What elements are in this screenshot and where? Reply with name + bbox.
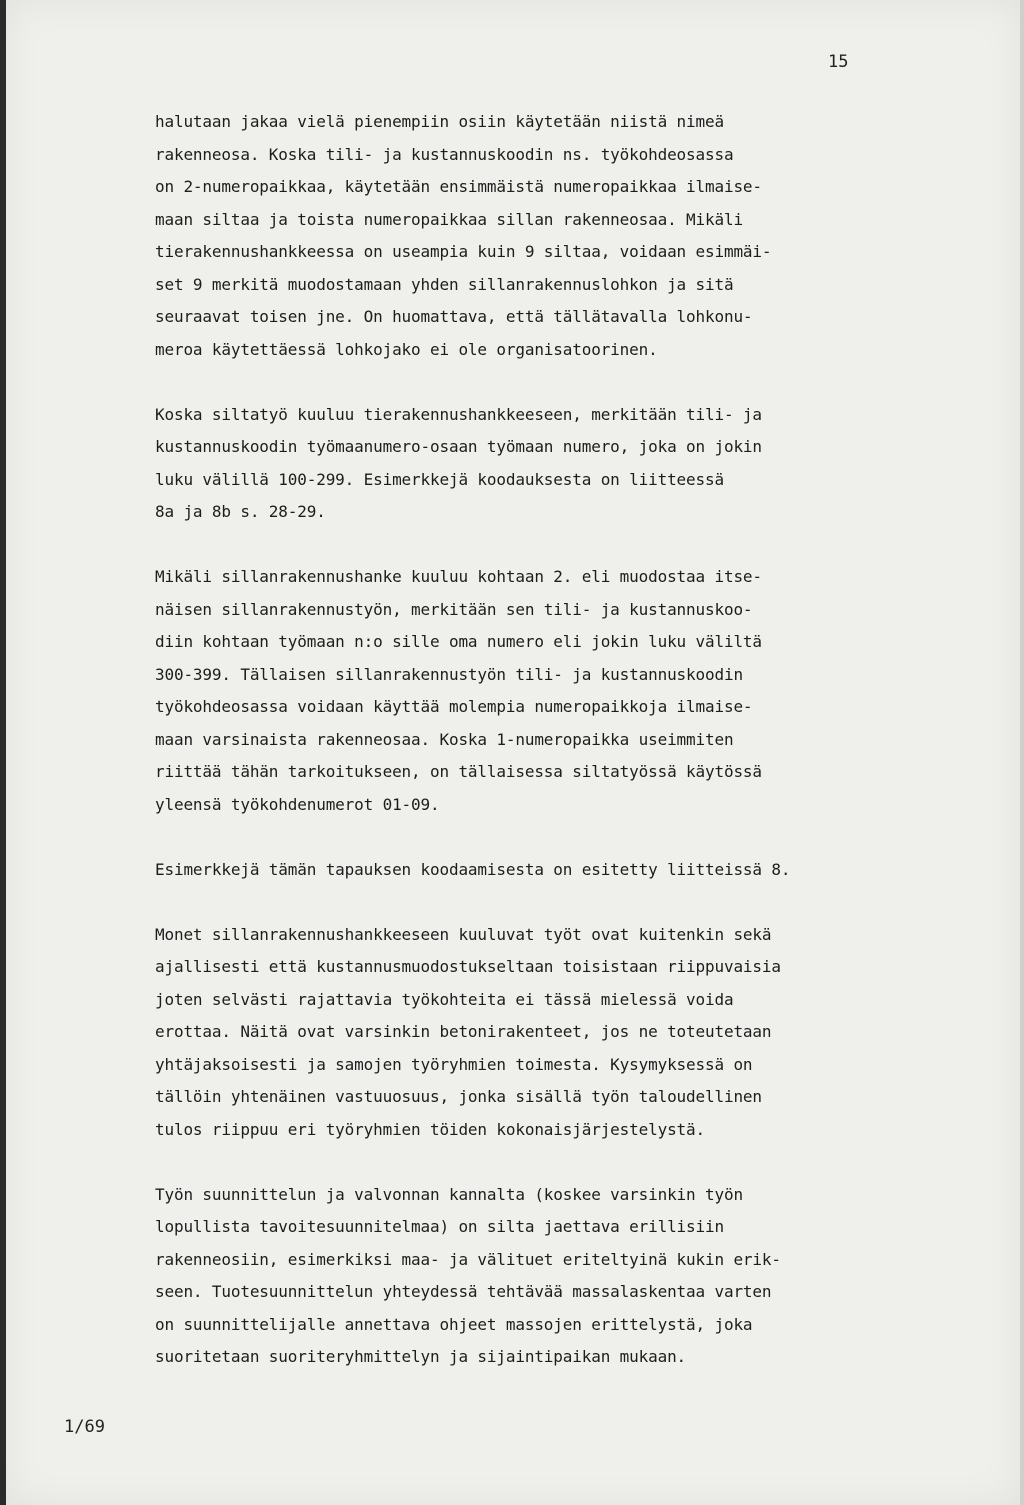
- paragraph-1: [155, 106, 935, 366]
- sheet-code: 1/69: [64, 1417, 105, 1437]
- text-line: tällöin yhtenäinen vastuuosuus, jonka sisällä työn taloudellinen: [155, 1087, 762, 1106]
- text-line: on suunnittelijalle annettava ohjeet massojen erittelystä, joka: [155, 1314, 753, 1334]
- text-line: tulos riippuu eri työryhmien töiden kokonaisjärjestelystä.: [155, 1119, 706, 1139]
- text-line: luku välillä 100-299. Esimerkkejä koodauksesta on liitteessä: [155, 469, 724, 489]
- paragraph-2: [155, 399, 935, 529]
- text-line: yleensä työkohdenumerot 01-09.: [155, 794, 440, 814]
- paragraph-4: [155, 854, 935, 887]
- paragraph-5: [155, 919, 935, 1147]
- text-line: työkohdeosassa voidaan käyttää molempia numeropaikkoja ilmaise-: [155, 697, 753, 716]
- text-line: erottaa. Näitä ovat varsinkin betonirakenteet, jos ne toteutetaan: [155, 1022, 772, 1041]
- text-line: ajallisesti että kustannusmuodostukseltaan toisistaan riippuvaisia: [155, 957, 781, 976]
- text-line: 300-399. Tällaisen sillanrakennustyön tili- ja kustannuskoodin: [155, 664, 743, 684]
- page-number: 15: [828, 52, 849, 72]
- text-line: tierakennushankkeessa on useampia kuin 9 siltaa, voidaan esimmäi-: [155, 242, 772, 261]
- text-line: Monet sillanrakennushankkeeseen kuuluvat työt ovat kuitenkin sekä: [155, 924, 772, 944]
- paragraph-gap: [155, 529, 935, 562]
- text-line: Työn suunnittelun ja valvonnan kannalta (koskee varsinkin työn: [155, 1184, 743, 1204]
- document-body: [155, 106, 935, 1374]
- paragraph-gap: [155, 366, 935, 399]
- text-line: kustannuskoodin työmaanumero-osaan työmaan numero, joka on jokin: [155, 437, 762, 456]
- text-line: lopullista tavoitesuunnitelmaa) on silta jaettava erillisiin: [155, 1217, 724, 1236]
- text-line: on 2-numeropaikkaa, käytetään ensimmäistä numeropaikkaa ilmaise-: [155, 177, 762, 196]
- text-line: Mikäli sillanrakennushanke kuuluu kohtaan 2. eli muodostaa itse-: [155, 567, 762, 586]
- paragraph-gap: [155, 886, 935, 919]
- text-line: 8a ja 8b s. 28-29.: [155, 502, 326, 521]
- paragraph-gap: [155, 1146, 935, 1179]
- document-page: [6, 0, 1020, 1505]
- text-line: diin kohtaan työmaan n:o sille oma numero eli jokin luku väliltä: [155, 632, 762, 651]
- text-line: suoritetaan suoriteryhmittelyn ja sijaintipaikan mukaan.: [155, 1347, 687, 1366]
- paragraph-3: [155, 561, 935, 821]
- text-line: joten selvästi rajattavia työkohteita ei tässä mielessä voida: [155, 989, 734, 1009]
- text-line: rakenneosiin, esimerkiksi maa- ja välituet eriteltyinä kukin erik-: [155, 1249, 781, 1269]
- paragraph-6: [155, 1179, 935, 1374]
- text-line: Esimerkkejä tämän tapauksen koodaamisesta on esitetty liitteissä 8.: [155, 859, 791, 879]
- text-line: maan siltaa ja toista numeropaikkaa sillan rakenneosaa. Mikäli: [155, 209, 743, 229]
- text-line: riittää tähän tarkoitukseen, on tällaisessa siltatyössä käytössä: [155, 762, 762, 781]
- text-line: halutaan jakaa vielä pienempiin osiin käytetään niistä nimeä: [155, 112, 724, 131]
- text-line: yhtäjaksoisesti ja samojen työryhmien toimesta. Kysymyksessä on: [155, 1054, 753, 1074]
- text-line: rakenneosa. Koska tili- ja kustannuskoodin ns. työkohdeosassa: [155, 144, 734, 164]
- text-line: seen. Tuotesuunnittelun yhteydessä tehtävää massalaskentaa varten: [155, 1282, 772, 1301]
- text-line: näisen sillanrakennustyön, merkitään sen tili- ja kustannuskoo-: [155, 599, 753, 619]
- text-line: set 9 merkitä muodostamaan yhden sillanrakennuslohkon ja sitä: [155, 274, 734, 294]
- text-line: maan varsinaista rakenneosaa. Koska 1-numeropaikka useimmiten: [155, 729, 734, 749]
- text-line: Koska siltatyö kuuluu tierakennushankkeeseen, merkitään tili- ja: [155, 404, 762, 424]
- paragraph-gap: [155, 821, 935, 854]
- text-line: meroa käytettäessä lohkojako ei ole organisatoorinen.: [155, 339, 658, 359]
- text-line: seuraavat toisen jne. On huomattava, että tällätavalla lohkonu-: [155, 307, 753, 326]
